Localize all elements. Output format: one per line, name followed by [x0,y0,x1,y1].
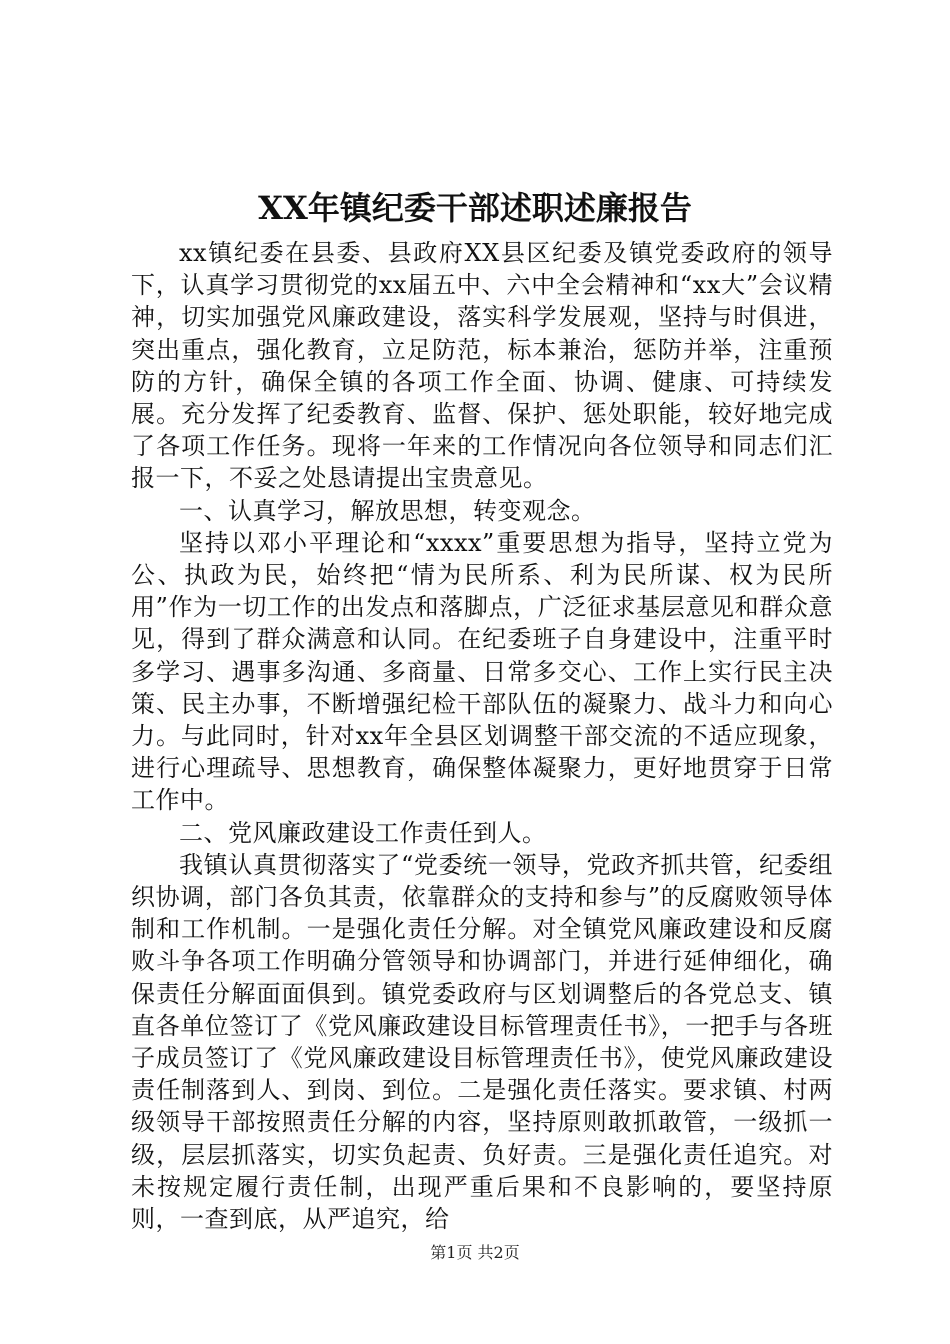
document-title: XX年镇纪委干部述职述廉报告 [258,189,692,227]
document-body [131,237,833,1235]
page-number-footer: 第1页 共2页 [430,1243,520,1262]
paragraph-section-1: 坚持以邓小平理论和“xxxx”重要思想为指导，坚持立党为公、执政为民，始终把“情为民所系、利为民所谋、权为民所用”作为一切工作的出发点和落脚点，广泛征求基层意见和群众意见，得到了群众满意和认同。在纪委班子自身建设中，注重平时多学习、遇事多沟通、多商量、日常多交心、工作上实行民主决策、民主办事，不断增强纪检干部队伍的凝聚力、战斗力和向心力。与此同时，针对xx年全县区划调整干部交流的不适应现象，进行心理疏导、思想教育，确保整体凝聚力，更好地贯穿于日常工作中。 [131,528,833,815]
paragraph-intro: xx镇纪委在县委、县政府XX县区纪委及镇党委政府的领导下，认真学习贯彻党的xx届五中、六中全会精神和“xx大”会议精神，切实加强党风廉政建设，落实科学发展观，坚持与时俱进，突出重点，强化教育，立足防范，标本兼治，惩防并举，注重预防的方针，确保全镇的各项工作全面、协调、健康、可持续发展。充分发挥了纪委教育、监督、保护、惩处职能，较好地完成了各项工作任务。现将一年来的工作情况向各位领导和同志们汇报一下，不妥之处恳请提出宝贵意见。 [131,239,833,493]
paragraph-section-2: 我镇认真贯彻落实了“党委统一领导，党政齐抓共管，纪委组织协调，部门各负其责，依靠群众的支持和参与”的反腐败领导体制和工作机制。一是强化责任分解。对全镇党风廉政建设和反腐败斗争各项工作明确分管领导和协调部门，并进行延伸细化，确保责任分解面面俱到。镇党委政府与区划调整后的各党总支、镇直各单位签订了《党风廉政建设目标管理责任书》，一把手与各班子成员签订了《党风廉政建设目标管理责任书》，使党风廉政建设责任制落到人、到岗、到位。二是强化责任落实。要求镇、村两级领导干部按照责任分解的内容，坚持原则敢抓敢管，一级抓一级，层层抓落实，切实负起责、负好责。三是强化责任追究。对未按规定履行责任制，出现严重后果和不良影响的，要坚持原则，一查到底，从严追究，给 [131,850,833,1234]
section-heading-2: 二、党风廉政建设工作责任到人。 [179,818,547,847]
section-heading-1: 一、认真学习，解放思想，转变观念。 [179,496,596,525]
